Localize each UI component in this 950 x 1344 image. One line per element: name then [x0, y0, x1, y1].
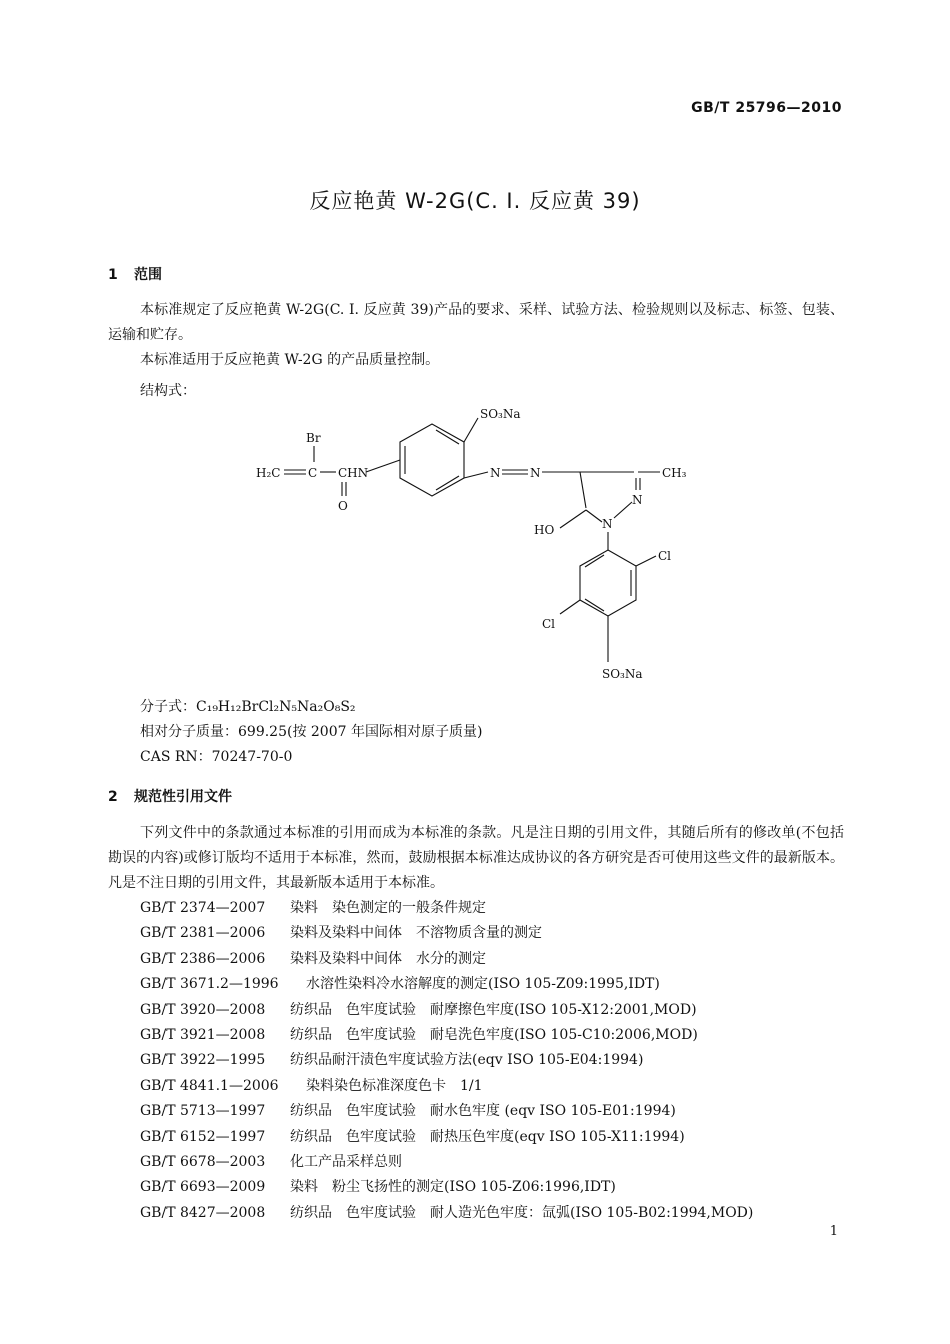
reference-item [140, 1150, 753, 1175]
reference-title: 染料 染色测定的一般条件规定 [290, 900, 486, 916]
reference-item [140, 1023, 753, 1048]
reference-title: 纺织品耐汗渍色牢度试验方法(eqv ISO 105-E04:1994) [290, 1052, 644, 1069]
cas-number: CAS RN：70247-70-0 [140, 749, 293, 765]
benzene-ring-1 [400, 424, 464, 496]
reference-title: 染料及染料中间体 不溶物质含量的测定 [290, 925, 542, 942]
reference-title: 纺织品 色牢度试验 耐热压色牢度(eqv ISO 105-X11:1994) [290, 1128, 685, 1145]
reference-code: GB/T 3921—2008 [140, 1026, 266, 1043]
section-1-number: 1 [108, 267, 118, 283]
reference-code: GB/T 3920—2008 [140, 1001, 266, 1018]
section-2-heading [108, 786, 232, 806]
cl-right-label: Cl [658, 549, 672, 563]
o-label: O [338, 499, 348, 513]
document-title: 反应艳黄 W-2G(C. I. 反应黄 39) [309, 189, 641, 213]
page-number: 1 [829, 1224, 838, 1239]
reference-item [140, 1201, 753, 1226]
section-1-paragraph-scope: 本标准规定了反应艳黄 W-2G(C. I. 反应黄 39)产品的要求、采样、试验方法、检验规则以及标志、标签、包装、运输和贮存。 [108, 302, 844, 343]
reference-title: 染料染色标准深度色卡 1/1 [306, 1077, 483, 1094]
reference-title: 染料 粉尘飞扬性的测定(ISO 105-Z06:1996,IDT) [290, 1179, 616, 1196]
standard-number: GB/T 25796—2010 [691, 100, 842, 116]
reference-code: GB/T 6152—1997 [140, 1128, 266, 1145]
reference-code: GB/T 8427—2008 [140, 1204, 266, 1221]
reference-item [140, 896, 753, 921]
ring-n-label: N [602, 517, 613, 531]
reference-item [140, 1125, 753, 1150]
ring-n2-label: N [632, 493, 643, 507]
reference-code: GB/T 6678—2003 [140, 1153, 266, 1170]
c-label: C [308, 466, 318, 480]
section-2-title: 规范性引用文件 [134, 789, 232, 805]
reference-title: 水溶性染料冷水溶解度的测定(ISO 105-Z09:1995,IDT) [306, 976, 660, 993]
structural-formula [250, 400, 700, 690]
reference-item [140, 1074, 753, 1099]
reference-code: GB/T 2386—2006 [140, 950, 266, 967]
so3na-top-label: SO₃Na [480, 407, 521, 421]
reference-title: 纺织品 色牢度试验 耐皂洗色牢度(ISO 105-C10:2006,MOD) [290, 1026, 698, 1043]
section-2-paragraph: 下列文件中的条款通过本标准的引用而成为本标准的条款。凡是注日期的引用文件，其随后所有的修改单(不包括勘误的内容)或修订版均不适用于本标准，然而，鼓励根据本标准达成协议的各方研究是否可使用这些文件的最新版本。凡是不注日期的引用文件，其最新版本适用于本标准。 [108, 825, 844, 891]
h2c-label: H₂C [256, 466, 281, 480]
reference-code: GB/T 3922—1995 [140, 1052, 266, 1069]
reference-code: GB/T 2381—2006 [140, 925, 266, 942]
ho-label: HO [534, 523, 555, 537]
section-1-title: 范围 [134, 267, 162, 283]
reference-item [140, 921, 753, 946]
reference-item [140, 998, 753, 1023]
reference-title: 染料及染料中间体 水分的测定 [290, 950, 486, 967]
reference-item [140, 972, 753, 997]
section-1-paragraph-applicability: 本标准适用于反应艳黄 W-2G 的产品质量控制。 [140, 352, 440, 368]
molecular-formula: 分子式：C₁₉H₁₂BrCl₂N₅Na₂O₈S₂ [140, 699, 356, 715]
reference-title: 化工产品采样总则 [290, 1153, 402, 1170]
reference-item [140, 947, 753, 972]
molecular-mass: 相对分子质量：699.25(按 2007 年国际相对原子质量) [140, 724, 483, 740]
structure-label: 结构式： [140, 383, 196, 399]
br-label: Br [306, 431, 321, 445]
reference-item [140, 1048, 753, 1073]
reference-list [140, 896, 753, 1226]
azo-n1-label: N [490, 466, 501, 480]
reference-title: 纺织品 色牢度试验 耐摩擦色牢度(ISO 105-X12:2001,MOD) [290, 1001, 697, 1018]
chn-label: CHN [338, 466, 369, 480]
reference-code: GB/T 5713—1997 [140, 1103, 266, 1120]
benzene-ring-2 [580, 550, 636, 616]
reference-code: GB/T 3671.2—1996 [140, 976, 279, 993]
section-2-number: 2 [108, 789, 118, 805]
reference-title: 纺织品 色牢度试验 耐人造光色牢度：氙弧(ISO 105-B02:1994,MOD) [290, 1204, 754, 1221]
reference-item [140, 1099, 753, 1124]
azo-n2-label: N [530, 466, 541, 480]
ch3-label: CH₃ [662, 466, 687, 480]
reference-code: GB/T 6693—2009 [140, 1179, 266, 1196]
cl-left-label: Cl [542, 617, 556, 631]
section-1-heading [108, 264, 162, 284]
reference-item [140, 1175, 753, 1200]
reference-title: 纺织品 色牢度试验 耐水色牢度 (eqv ISO 105-E01:1994) [290, 1103, 676, 1120]
reference-code: GB/T 2374—2007 [140, 900, 266, 916]
so3na-bottom-label: SO₃Na [602, 667, 643, 681]
reference-code: GB/T 4841.1—2006 [140, 1077, 279, 1094]
